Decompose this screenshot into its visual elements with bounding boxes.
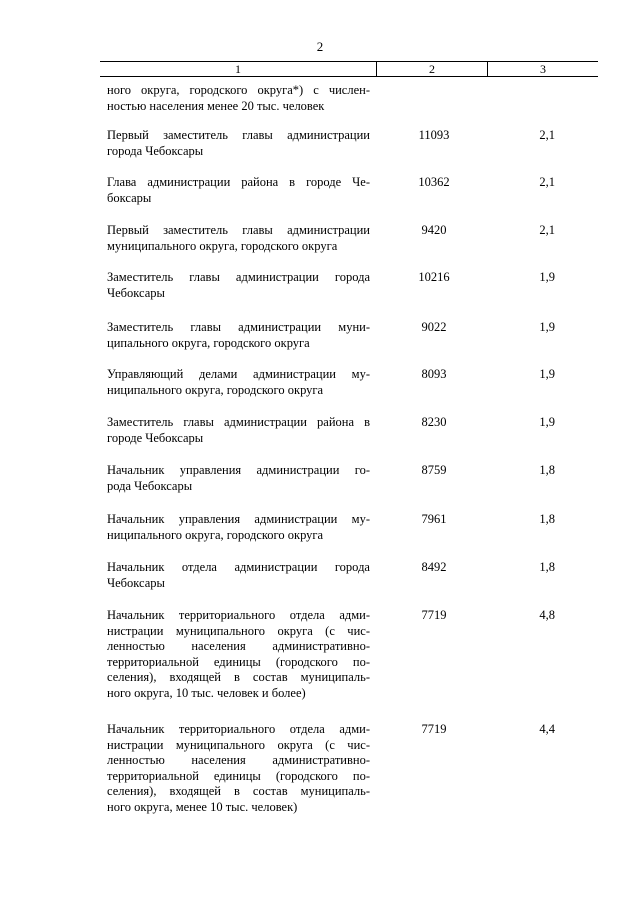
position-title-line: Управляющий делами администрации му- [107, 367, 370, 381]
position-title-line: Заместитель главы администрации города [107, 270, 370, 284]
coefficient-value: 2,1 [539, 128, 555, 142]
position-title [107, 320, 370, 351]
position-title [107, 175, 370, 206]
position-title-line: Чебоксары [107, 575, 165, 590]
position-title-line: территориальной единицы (городского по- [107, 654, 370, 669]
position-title-line: ностью населения менее 20 тыс. человек [107, 98, 325, 113]
position-title-line: Глава администрации района в городе Че- [107, 175, 370, 189]
coefficient-value: 1,9 [539, 270, 555, 284]
position-title [107, 270, 370, 301]
salary-value: 9420 [421, 223, 447, 237]
salary-value: 8093 [421, 367, 447, 381]
position-title-line: рода Чебоксары [107, 478, 193, 493]
position-title-line: ципального округа, городского округа [107, 335, 310, 350]
position-title-line: селения), входящей в состав муниципаль- [107, 670, 370, 684]
salary-value: 7719 [421, 722, 447, 736]
salary-value: 8759 [421, 463, 447, 477]
position-title-line: Чебоксары [107, 285, 165, 300]
position-title [107, 608, 370, 701]
position-title-line: ниципального округа, городского округа [107, 382, 324, 397]
position-title-line: нистрации муниципального округа (с чис- [107, 623, 370, 638]
salary-value: 11093 [418, 128, 450, 142]
salary-value: 10362 [418, 175, 450, 189]
coefficient-value: 1,9 [539, 367, 555, 381]
position-title [107, 463, 370, 494]
position-title-line: городе Чебоксары [107, 430, 204, 445]
salary-value: 7961 [421, 512, 447, 526]
position-title-line: Первый заместитель главы администрации [107, 223, 370, 237]
position-title-line: территориальной единицы (городского по- [107, 768, 370, 783]
coefficient-value: 4,8 [539, 608, 555, 622]
coefficient-value: 1,9 [539, 415, 555, 429]
table-header [100, 61, 598, 77]
position-title-line: ного округа, менее 10 тыс. человек) [107, 799, 298, 814]
coefficient-value: 1,9 [539, 320, 555, 334]
position-title [107, 367, 370, 398]
coefficient-value: 4,4 [539, 722, 555, 736]
salary-value: 8230 [421, 415, 447, 429]
coefficient-value: 1,8 [539, 463, 555, 477]
salary-value: 7719 [421, 608, 447, 622]
position-title-line: селения), входящей в состав муниципаль- [107, 784, 370, 798]
position-title-line: Начальник управления администрации му- [107, 512, 370, 526]
position-title [107, 128, 370, 159]
position-title [107, 512, 370, 543]
position-title-line: ленностью населения административно- [107, 639, 370, 653]
salary-value: 8492 [421, 560, 447, 574]
header-col-3: 3 [540, 62, 546, 76]
header-col-1: 1 [100, 62, 377, 76]
position-title [107, 83, 370, 114]
position-title-line: муниципального округа, городского округа [107, 238, 338, 253]
position-title-line: Начальник территориального отдела адми- [107, 722, 370, 736]
coefficient-value: 2,1 [539, 223, 555, 237]
position-title [107, 722, 370, 815]
position-title-line: Заместитель главы администрации муни- [107, 320, 370, 334]
salary-value: 9022 [421, 320, 447, 334]
position-title-line: Заместитель главы администрации района в [107, 415, 370, 429]
position-title-line: ленностью населения административно- [107, 753, 370, 767]
page-number: 2 [316, 39, 324, 54]
position-title [107, 560, 370, 591]
position-title-line: ного округа, городского округа*) с числен- [107, 83, 370, 97]
position-title-line: города Чебоксары [107, 143, 204, 158]
header-col-2: 2 [377, 62, 488, 76]
coefficient-value: 2,1 [539, 175, 555, 189]
position-title-line: боксары [107, 190, 152, 205]
position-title-line: Начальник территориального отдела адми- [107, 608, 370, 622]
position-title-line: Начальник управления администрации го- [107, 463, 370, 477]
position-title-line: ного округа, 10 тыс. человек и более) [107, 685, 306, 700]
position-title [107, 223, 370, 254]
coefficient-value: 1,8 [539, 560, 555, 574]
position-title-line: нистрации муниципального округа (с чис- [107, 737, 370, 752]
coefficient-value: 1,8 [539, 512, 555, 526]
salary-value: 10216 [418, 270, 450, 284]
position-title-line: Первый заместитель главы администрации [107, 128, 370, 142]
position-title-line: ниципального округа, городского округа [107, 527, 324, 542]
position-title-line: Начальник отдела администрации города [107, 560, 370, 574]
position-title [107, 415, 370, 446]
